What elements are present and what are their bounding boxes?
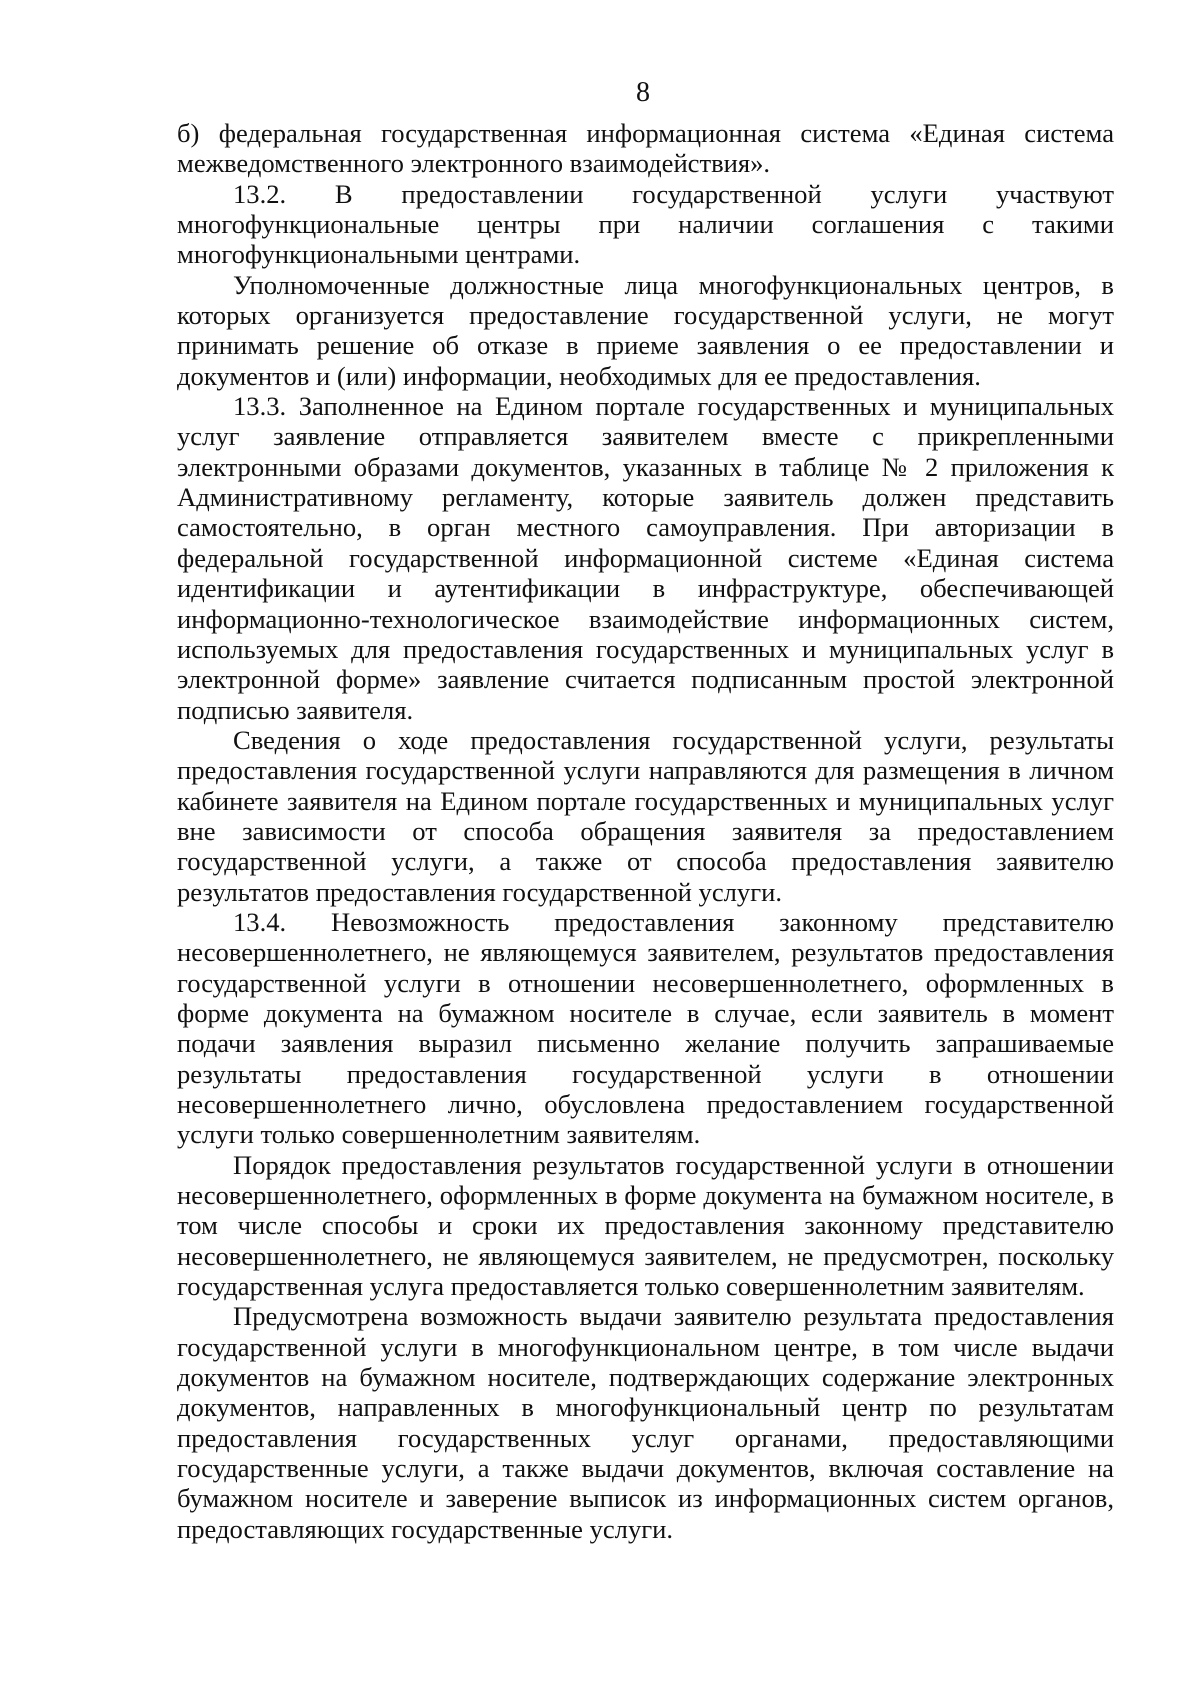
paragraph-13-4: 13.4. Невозможность предоставления законному представителю несовершеннолетнего, не являющемуся заявителем, результатов предоставления государственной услуги в отношении несовершеннолетнего, оформленных в форме документа на бумажном носителе в случае, если заявитель в момент подачи заявления выразил письменно желание получить запрашиваемые результаты предоставления государственной услуги в отношении несовершеннолетнего лично, обусловлена предоставлением государственной услуги только совершеннолетним заявителям.: [177, 906, 1114, 1150]
paragraph-progress-info: Сведения о ходе предоставления государственной услуги, результаты предоставления государственной услуги направляются для размещения в личном кабинете заявителя на Едином портале государственных и муниципальных услуг вне зависимости от способа обращения заявителя за предоставлением государственной услуги, а также от способа предоставления заявителю результатов предоставления государственной услуги.: [177, 724, 1114, 907]
paragraph-13-2: 13.2. В предоставлении государственной услуги участвуют многофункциональные центры при наличии соглашения с такими многофункциональными центрами.: [177, 178, 1114, 270]
paragraph-13-3: 13.3. Заполненное на Едином портале государственных и муниципальных услуг заявление отправляется заявителем вместе с прикрепленными электронными образами документов, указанных в таблице № 2 приложения к Административному регламенту, которые заявитель должен представить самостоятельно, в орган местного самоуправления. При авторизации в федеральной государственной информационной системе «Единая система идентификации и аутентификации в инфраструктуре, обеспечивающей информационно-технологическое взаимодействие информационных систем, используемых для предоставления государственных и муниципальных услуг в электронной форме» заявление считается подписанным простой электронной подписью заявителя.: [177, 391, 1114, 725]
paragraph-results-procedure: Порядок предоставления результатов государственной услуги в отношении несовершеннолетнего, оформленных в форме документа на бумажном носителе, в том числе способы и сроки их предоставления законному представителю несовершеннолетнего, не являющемуся заявителем, не предусмотрен, поскольку государственная услуга предоставляется только совершеннолетним заявителям.: [177, 1149, 1114, 1302]
paragraph-federal-system: б) федеральная государственная информационная система «Единая система межведомственного электронного взаимодействия».: [177, 118, 1114, 179]
page-number: 8: [636, 77, 650, 108]
paragraph-authorized-persons: Уполномоченные должностные лица многофункциональных центров, в которых организуется предоставление государственной услуги, не могут принимать решение об отказе в приеме заявления о ее предоставлении и документов и (или) информации, необходимых для ее предоставления.: [177, 269, 1114, 391]
paragraph-mfc-issuance: Предусмотрена возможность выдачи заявителю результата предоставления государственной услуги в многофункциональном центре, в том числе выдачи документов на бумажном носителе, подтверждающих содержание электронных документов, направленных в многофункциональный центр по результатам предоставления государственных услуг органами, предоставляющими государственные услуги, а также выдачи документов, включая составление на бумажном носителе и заверение выписок из информационных систем органов, предоставляющих государственные услуги.: [177, 1301, 1114, 1544]
